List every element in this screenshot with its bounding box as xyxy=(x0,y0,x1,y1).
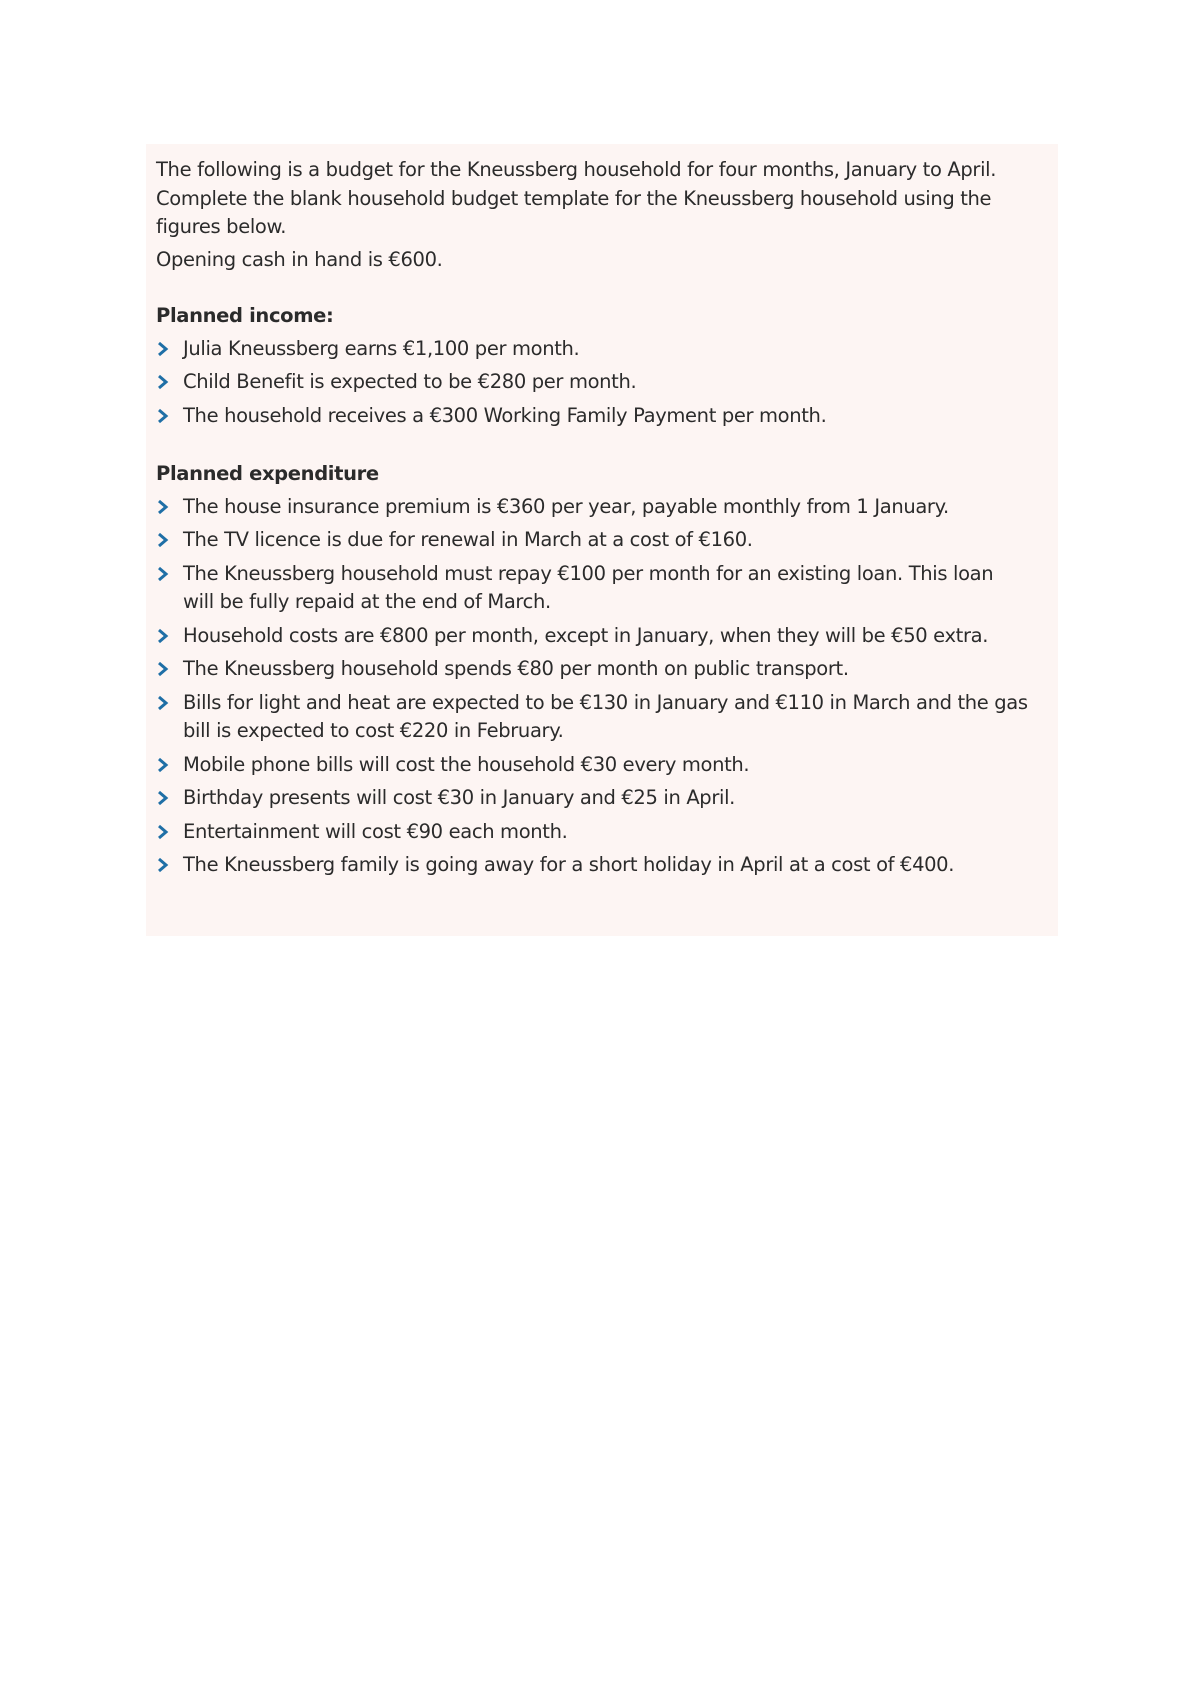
chevron-right-icon xyxy=(157,341,169,357)
list-item-text: The house insurance premium is €360 per year, payable monthly from 1 January. xyxy=(183,494,949,518)
chevron-right-icon xyxy=(157,499,169,515)
list-item xyxy=(156,526,1028,555)
list-item-text: The TV licence is due for renewal in March at a cost of €160. xyxy=(183,528,753,551)
list-item xyxy=(156,368,1028,397)
list-item-text: Mobile phone bills will cost the household €30 every month. xyxy=(183,752,750,776)
chevron-right-icon xyxy=(157,661,169,677)
list-item xyxy=(156,851,1028,880)
chevron-right-icon xyxy=(157,857,169,873)
list-item xyxy=(156,335,1028,364)
list-item-text: Child Benefit is expected to be €280 per month. xyxy=(183,370,637,393)
list-item xyxy=(156,689,1028,746)
list-item xyxy=(156,402,1028,431)
list-item-text: The Kneussberg family is going away for a short holiday in April at a cost of €400. xyxy=(183,853,955,876)
planned-income-heading: Planned income: xyxy=(156,304,334,327)
intro-paragraph: The following is a budget for the Kneussberg household for four months, January to April. Complete the blank household budget template for the Kneussberg household using the figures below. xyxy=(156,158,997,238)
chevron-right-icon xyxy=(157,566,169,582)
list-item-text: The Kneussberg household spends €80 per month on public transport. xyxy=(183,657,849,680)
list-item-text: Bills for light and heat are expected to be €130 in January and €110 in March and the gas bill is expected to cost €220 in February. xyxy=(183,690,1028,742)
list-item xyxy=(156,818,1028,847)
chevron-right-icon xyxy=(157,824,169,840)
list-item xyxy=(156,622,1028,651)
list-item xyxy=(156,560,1028,617)
list-item xyxy=(156,784,1028,813)
list-item xyxy=(156,655,1028,684)
list-item-text: The Kneussberg household must repay €100 per month for an existing loan. This loan will be fully repaid at the end of March. xyxy=(183,561,994,613)
chevron-right-icon xyxy=(157,790,169,806)
budget-task-box xyxy=(146,144,1058,936)
list-item-text: Birthday presents will cost €30 in January and €25 in April. xyxy=(183,786,735,809)
chevron-right-icon xyxy=(157,374,169,390)
planned-expenditure-list xyxy=(156,493,1028,880)
list-item-text: Julia Kneussberg earns €1,100 per month. xyxy=(183,336,580,360)
chevron-right-icon xyxy=(157,408,169,424)
chevron-right-icon xyxy=(157,628,169,644)
list-item xyxy=(156,493,1028,522)
list-item-text: Household costs are €800 per month, except in January, when they will be €50 extra. xyxy=(183,623,989,647)
chevron-right-icon xyxy=(157,757,169,773)
list-item xyxy=(156,751,1028,780)
planned-income-list xyxy=(156,335,1028,431)
opening-cash-text: Opening cash in hand is €600. xyxy=(156,247,443,271)
chevron-right-icon xyxy=(157,695,169,711)
list-item-text: The household receives a €300 Working Family Payment per month. xyxy=(183,403,827,427)
list-item-text: Entertainment will cost €90 each month. xyxy=(183,819,568,843)
chevron-right-icon xyxy=(157,532,169,548)
planned-expenditure-heading: Planned expenditure xyxy=(156,462,379,485)
